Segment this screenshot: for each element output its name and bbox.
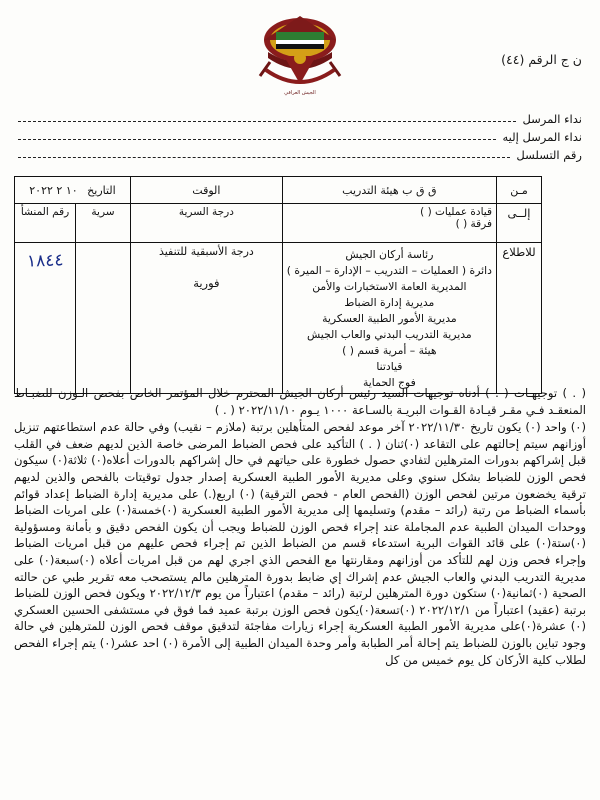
address-dotted-rule: [18, 138, 496, 140]
list-item: مديرية التدريب البدني والعاب الجيش: [307, 328, 472, 341]
address-line: [18, 108, 582, 126]
to-units-cell: [282, 204, 496, 243]
secrecy-value-cell: [76, 243, 131, 394]
address-label-recipient: نداء المرسل إليه: [502, 130, 582, 144]
execution-priority-value: فورية: [193, 276, 220, 290]
from-unit-text: ق ق ب هيئة التدريب: [342, 183, 437, 197]
list-item: فوج الحماية: [363, 376, 416, 389]
table-row: [15, 177, 542, 204]
svg-text:الجيش العراقي: الجيش العراقي: [284, 90, 316, 96]
list-item: المديرية العامة الاستخبارات والأمن: [312, 280, 467, 293]
form-code: ن ج الرقم (٤٤): [501, 52, 582, 67]
address-block: [18, 108, 582, 162]
establishment-number-cell: [15, 243, 76, 394]
to-unit-line-1: [287, 206, 492, 218]
list-item: مديرية الأمور الطبية العسكرية: [322, 312, 457, 325]
address-line: [18, 144, 582, 162]
recipients-list: [287, 245, 492, 391]
establishment-number-value: ١٨٤٤: [26, 250, 64, 272]
time-label: الوقت: [192, 183, 221, 197]
to-unit-line-2: [287, 218, 492, 230]
label-from: مـن: [497, 177, 542, 204]
list-item: قيادتنا: [376, 360, 403, 373]
address-label-serial: رقم التسلسل: [516, 148, 582, 162]
date-label: التاريخ: [87, 183, 116, 197]
label-to: إلــى: [497, 204, 542, 243]
address-label-sender: نداء المرسل: [522, 112, 582, 126]
table-row: [15, 204, 542, 243]
paragraph-directives: ( . ) توجيهـات ( . ) أدناه توجيهات السيد رئيس أركان الجيش المحترم خلال المؤتمر الخاص بفحص الـوزن للضبـاط المنعقـد فـي مقـر قيـادة القـوات البريـة بالسـاعة ١٠٠٠ يـوم ٢٠٢٢/١١/١٠ ( . ): [14, 386, 586, 417]
date-value: ١٠ ٢ ٢٠٢٢: [29, 183, 78, 197]
address-dotted-rule: [18, 156, 510, 158]
execution-priority-cell: [131, 243, 283, 394]
address-dotted-rule: [18, 120, 516, 122]
to-unit-1-paren: ( ): [420, 206, 432, 218]
recipients-cell: [282, 243, 496, 394]
list-item: هيئة – أمرية قسم ( ): [342, 344, 437, 357]
to-unit-1-text: قيادة عمليات: [435, 206, 492, 218]
document-body: [14, 385, 586, 669]
label-for-info: للاطلاع: [497, 243, 542, 394]
time-cell: [131, 177, 283, 204]
execution-priority-label: درجة الأسبقية للتنفيذ: [158, 245, 254, 258]
list-item: رئاسة أركان الجيش: [345, 248, 434, 261]
list-item: دائرة ( العمليات – التدريب – الإدارة – الميرة ): [286, 264, 492, 277]
military-emblem: [245, 10, 355, 102]
routing-table: [14, 176, 542, 394]
secrecy-degree-header: درجة السرية: [131, 204, 283, 243]
paragraph-items: (٠) واحد (٠) يكون تاريخ ٢٠٢٢/١١/٣٠ آخر موعد لفحص المتأهلين برتبة (ملازم – نقيب) وفي حالة عدم استطاعتهم تنزيل أوزانهم سيتم إحالتهم على التقاعد (٠)ثنان ( . ) التأكيد على فحص الضباط المرضى خاصة الذين لديهم ضعف في القلب قبل إشراكهم بدورات المترهلين لتفادي حصول خطورة على حياتهم في حال إشراكهم بالدورات أعلاه(٠) ثلاثة(٠) سيكون فحص الوزن للضباط بشكل سنوي وعلى مديرية الأمور الطبية العسكرية إصدار جدول توقيتات بالفحص والذين لديهم ترقية يخضعون مرتين لفحص الوزن (الفحص العام - فحص الترقية) (٠) اربع(.) على مديرية إدارة الضباط إعداد قوائم بأسماء الضباط من رتبة (رائد – مقدم) وتسليمها إلى مديرية الأمور الطبية العسكرية (٠)خمسة(٠) على امريات الضباط ووحدات الميدان الطبية عدم المجاملة عند إجراء فحص الوزن للضباط ويجب أن يكون الفحص دقيق و بأمانة ومسؤولية (٠)ستة(٠) على قائد القوات البرية استدعاء قسم من الضباط الذين تم إجراء فحص عليهم من قبل امريات الضباط وإجراء فحص وزن لهم للتأكد من أوزانهم ومقارنتها مع الفحص الذي اجري لهم من قبل امريات أعلاه (٠)سبعة(٠) على مديرية التدريب البدني والعاب الجيش عدم إشراك إي ضابط بدورة المترهلين مالم يستصحب معه تقرير طبي عن حالته الصحية (٠)ثمانية(٠) ستكون دورة المترهلين لرتبة (رائد – مقدم) اعتباراً من يوم ٢٠٢٢/١٢/٣ ويكون فحص الوزن للضباط برتبة (عقيد) اعتباراً من ٢٠٢٢/١٢/١ (٠)تسعة(٠)يكون فحص الوزن برتبة عميد فما فوق في مستشفى الحسين العسكري (٠) عشرة(٠)على مديرية الأمور الطبية العسكرية إجراء زيارات مفاجئة لتدقيق موقف فحص الوزن للمترهلين في حالة وجود تباين بالوزن للضباط يتم إحالة أمر الطبابة وأمر وحدة الميدان الطبية إلى الأمرة (٠) احد عشر(٠) يتم إجراء الفحص لطلاب كلية الأركان كل يوم خميس من كل: [14, 420, 587, 667]
to-unit-2-text: فرقة: [470, 218, 492, 230]
emblem-icon: [246, 10, 354, 102]
address-line: [18, 126, 582, 144]
from-value-cell: [282, 177, 496, 204]
to-unit-2-paren: ( ): [455, 218, 468, 230]
establishment-number-header: رقم المنشأ: [15, 204, 76, 243]
document-header: [0, 0, 600, 112]
list-item: مديرية إدارة الضباط: [344, 296, 435, 309]
date-cell: [15, 177, 131, 204]
secrecy-value-header: سرية: [76, 204, 131, 243]
